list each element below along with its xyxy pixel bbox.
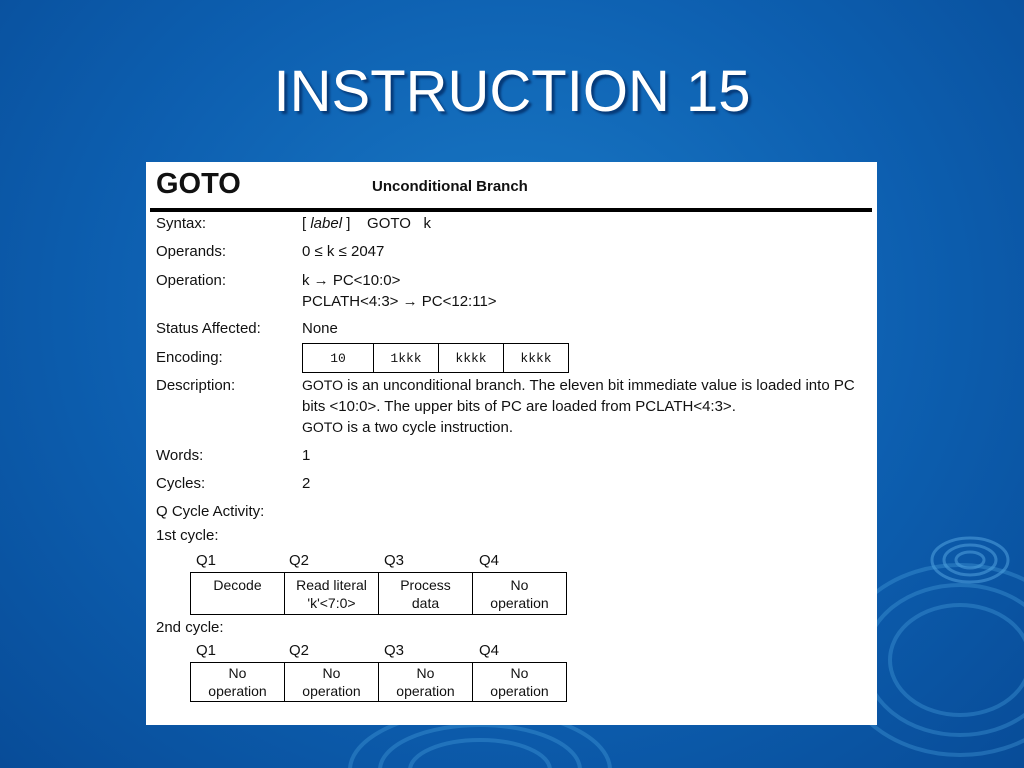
cycle2-q-header: Q1 xyxy=(196,642,217,659)
cycle1-q-header: Q3 xyxy=(384,552,405,569)
operation-label: Operation: xyxy=(156,272,227,289)
encoding-table xyxy=(302,343,569,373)
encoding-cell: kkkk xyxy=(504,344,569,373)
instruction-heading: Unconditional Branch xyxy=(372,178,528,195)
keyword-goto: GOTO xyxy=(302,377,343,393)
q-activity-label: Q Cycle Activity: xyxy=(156,503,265,520)
operands-value: 0 ≤ k ≤ 2047 xyxy=(302,243,385,260)
q-cell: No operation xyxy=(191,663,285,702)
q-cell: No operation xyxy=(473,573,567,615)
q-cell: Process data xyxy=(379,573,473,615)
heading-rule xyxy=(150,208,872,212)
words-label: Words: xyxy=(156,447,204,464)
status-value: None xyxy=(302,320,338,337)
instruction-mnemonic: GOTO xyxy=(156,168,241,200)
operation-line1: k → PC<10:0> xyxy=(302,272,401,289)
words-value: 1 xyxy=(302,447,311,464)
cycle1-q-header: Q1 xyxy=(196,552,217,569)
keyword-goto: GOTO xyxy=(302,419,343,435)
description-text: GOTO is an unconditional branch. The eleven bit immediate value is loaded into PC bits <10:0>. The upper bits of PC are loaded from PCLATH<4:3>. GOTO is a two cycle instruction. xyxy=(302,377,855,436)
cycles-label: Cycles: xyxy=(156,475,206,492)
q-cell: No operation xyxy=(285,663,379,702)
cycle1-q-header: Q4 xyxy=(479,552,500,569)
q-cell: Read literal 'k'<7:0> xyxy=(285,573,379,615)
operation-line2: PCLATH<4:3> → PC<12:11> xyxy=(302,293,497,310)
operands-label: Operands: xyxy=(156,243,227,260)
q-cell: Decode xyxy=(191,573,285,615)
cycle2-label: 2nd cycle: xyxy=(156,619,224,636)
cycle2-q-header: Q4 xyxy=(479,642,500,659)
encoding-cell: 10 xyxy=(303,344,374,373)
cycles-value: 2 xyxy=(302,475,311,492)
syntax-label: Syntax: xyxy=(156,215,207,232)
syntax-value: [ label ] GOTO k xyxy=(302,215,431,232)
q-cell: No operation xyxy=(473,663,567,702)
cycle1-table xyxy=(190,572,567,615)
q-cell: No operation xyxy=(379,663,473,702)
cycle1-label: 1st cycle: xyxy=(156,527,219,544)
encoding-cell: 1kkk xyxy=(374,344,439,373)
encoding-label: Encoding: xyxy=(156,349,223,366)
slide-title: INSTRUCTION 15 xyxy=(273,59,751,124)
status-label: Status Affected: xyxy=(156,320,261,337)
cycle2-q-header: Q2 xyxy=(289,642,310,659)
encoding-cell: kkkk xyxy=(439,344,504,373)
instruction-document xyxy=(146,162,877,725)
cycle2-table xyxy=(190,662,567,702)
cycle2-q-header: Q3 xyxy=(384,642,405,659)
description-label: Description: xyxy=(156,377,236,394)
cycle1-q-header: Q2 xyxy=(289,552,310,569)
